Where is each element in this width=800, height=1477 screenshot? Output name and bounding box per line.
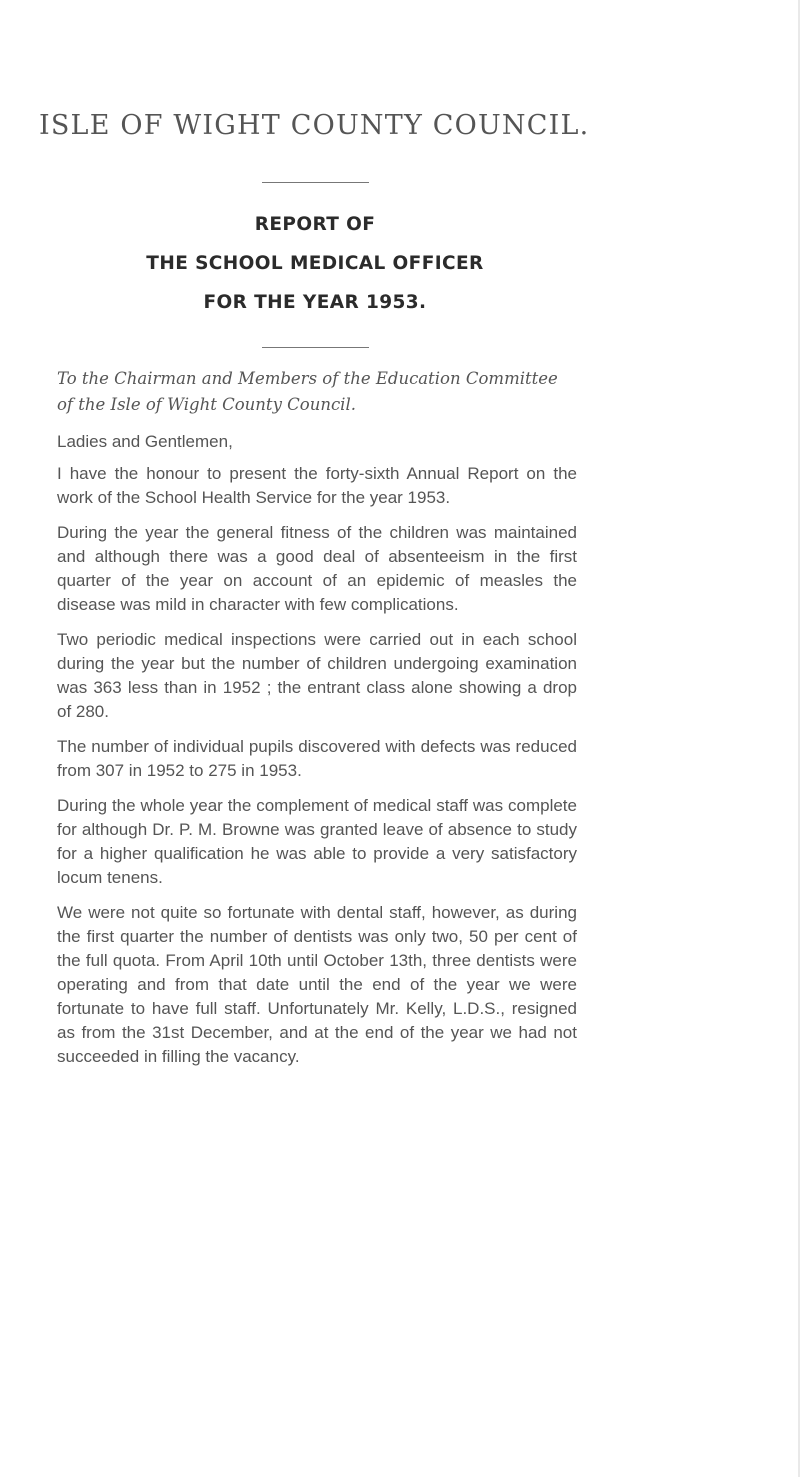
paragraph-4: The number of individual pupils discovered with defects was reduced from 307 in 1952 to 275 in 1953. <box>57 737 577 780</box>
paragraph-2: During the year the general fitness of the children was maintained and although there was a good deal of absenteeism in the first quarter of the year on account of an epidemic of measles the disease was mild in character with few complications. <box>57 523 577 614</box>
report-heading <box>100 205 530 322</box>
paragraph-1: I have the honour to present the forty-sixth Annual Report on the work of the School Health Service for the year 1953. <box>57 464 577 507</box>
paragraph-6: We were not quite so fortunate with dental staff, however, as during the first quarter the number of dentists was only two, 50 per cent of the full quota. From April 10th until October 13th, three dentists were operating and from that date until the end of the year we were fortunate to have full staff. Unfortunately Mr. Kelly, L.D.S., resigned as from the 31st December, and at the end of the year we had not succeeded in filling the vacancy. <box>57 903 577 1066</box>
divider-bottom <box>262 347 369 348</box>
report-heading-line-1: REPORT OF <box>254 214 376 235</box>
paragraph-5: During the whole year the complement of medical staff was complete for although Dr. P. M. Browne was granted leave of absence to study for a higher qualification he was able to provide a very satisfactory locum tenens. <box>57 796 577 887</box>
report-heading-line-2: THE SCHOOL MEDICAL OFFICER <box>146 253 484 274</box>
report-body <box>57 366 577 1080</box>
addressee: To the Chairman and Members of the Education Committee of the Isle of Wight County Council. <box>57 369 558 414</box>
greeting: Ladies and Gentlemen, <box>57 432 233 451</box>
paragraph-3: Two periodic medical inspections were carried out in each school during the year but the number of children undergoing examination was 363 less than in 1952 ; the entrant class alone showing a drop of 280. <box>57 630 577 721</box>
divider-top <box>262 182 369 183</box>
council-title: ISLE OF WIGHT COUNTY COUNCIL. <box>39 110 590 141</box>
report-heading-line-3: FOR THE YEAR 1953. <box>203 292 427 313</box>
